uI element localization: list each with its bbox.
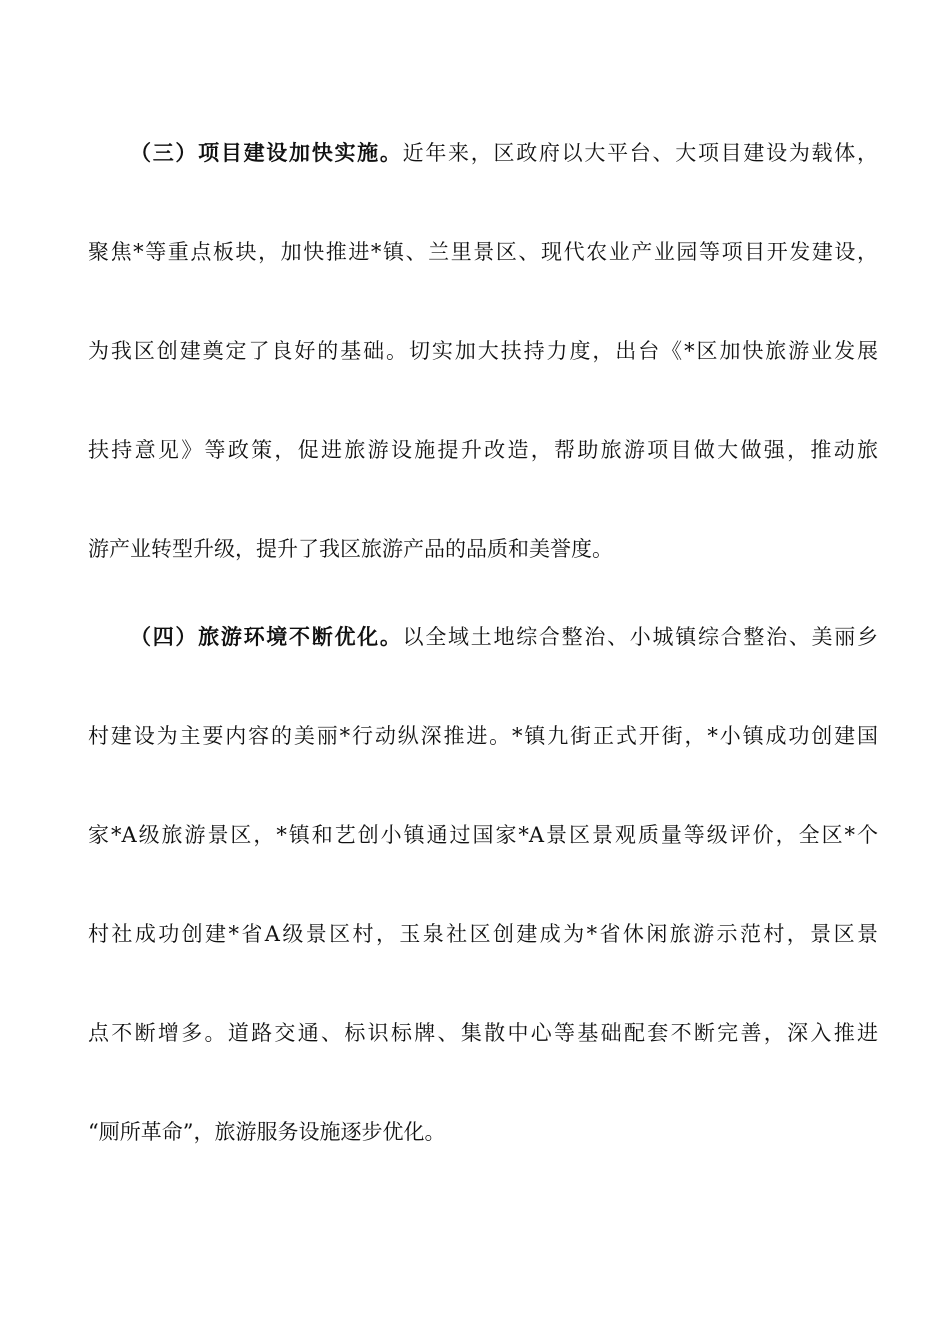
paragraph-4-line-5: 点不断增多。道路交通、标识标牌、集散中心等基础配套不断完善，深入推进 — [88, 1021, 878, 1045]
paragraph-4-line-4: 村社成功创建*省A级景区村，玉泉社区创建成为*省休闲旅游示范村，景区景 — [88, 922, 878, 946]
paragraph-3-text: 近年来，区政府以大平台、大项目建设为载体， — [402, 141, 878, 165]
paragraph-4-line-6: “厕所革命”，旅游服务设施逐步优化。 — [88, 1120, 446, 1144]
paragraph-3-line-5: 游产业转型升级，提升了我区旅游产品的品质和美誉度。 — [88, 537, 613, 561]
paragraph-4-line-1 — [130, 617, 878, 657]
paragraph-3-line-3: 为我区创建奠定了良好的基础。切实加大扶持力度，出台《*区加快旅游业发展 — [88, 339, 878, 363]
paragraph-4-text: 以全域土地综合整治、小城镇综合整治、美丽乡 — [402, 625, 878, 649]
paragraph-3-line-4: 扶持意见》等政策，促进旅游设施提升改造，帮助旅游项目做大做强，推动旅 — [88, 438, 878, 462]
paragraph-3-line-1 — [130, 133, 878, 173]
paragraph-4-line-2: 村建设为主要内容的美丽*行动纵深推进。*镇九街正式开街，*小镇成功创建国 — [88, 724, 878, 748]
paragraph-4-line-3: 家*A级旅游景区，*镇和艺创小镇通过国家*A景区景观质量等级评价，全区*个 — [88, 823, 878, 847]
paragraph-4-heading: （四）旅游环境不断优化。 — [130, 624, 403, 649]
paragraph-3-line-2: 聚焦*等重点板块，加快推进*镇、兰里景区、现代农业产业园等项目开发建设， — [88, 240, 878, 264]
paragraph-3-heading: （三）项目建设加快实施。 — [130, 140, 403, 165]
